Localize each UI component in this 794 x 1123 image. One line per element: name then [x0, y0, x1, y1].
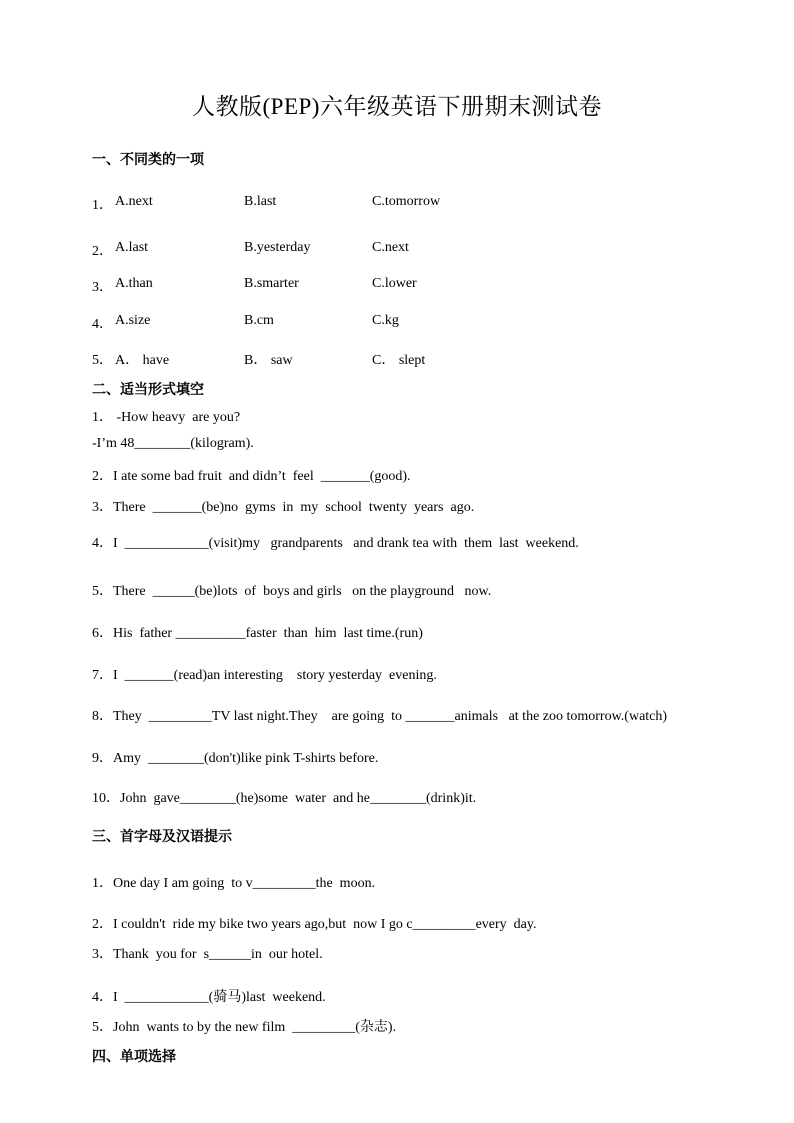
hint-question: 3．Thank you for s______in our hotel. — [92, 947, 323, 962]
option-c: C.lower — [372, 276, 417, 291]
option-b: B． saw — [244, 353, 293, 368]
option-b: B.cm — [244, 313, 274, 328]
option-c: C.kg — [372, 313, 399, 328]
option-b: B.yesterday — [244, 240, 311, 255]
section-heading-4: 四、单项选择 — [92, 1049, 176, 1065]
option-c: C． slept — [372, 353, 426, 368]
hint-question: 1．One day I am going to v_________the moon. — [92, 876, 376, 891]
fill-blank-question: 6．His father __________faster than him last time.(run) — [92, 626, 423, 641]
fill-blank-question: 4．I ____________(visit)my grandparents and drank tea with them last weekend. — [92, 536, 579, 551]
fill-blank-question: 3．There _______(be)no gyms in my school twenty years ago. — [92, 500, 475, 515]
option-b: B.last — [244, 194, 277, 209]
section-heading-1: 一、不同类的一项 — [92, 152, 204, 168]
hint-question: 4．I ____________(骑马)last weekend. — [92, 990, 326, 1005]
fill-blank-question: 9．Amy ________(don't)like pink T-shirts before. — [92, 751, 379, 766]
option-a: A.size — [115, 313, 151, 328]
option-a: A.than — [115, 276, 153, 291]
question-number: 3． — [92, 280, 113, 295]
option-a: A.next — [115, 194, 153, 209]
fill-blank-question: -I’m 48________(kilogram). — [92, 436, 254, 451]
fill-blank-question: 8．They _________TV last night.They are going to _______animals at the zoo tomorrow.(watch) — [92, 709, 668, 724]
fill-blank-question: 5．There ______(be)lots of boys and girls on the playground now. — [92, 584, 492, 599]
question-number: 2． — [92, 244, 113, 259]
fill-blank-question: 2．I ate some bad fruit and didn’t feel _______(good). — [92, 469, 411, 484]
option-a: A.last — [115, 240, 149, 255]
question-number: 4． — [92, 317, 113, 332]
page-title: 人教版(PEP)六年级英语下册期末测试卷 — [192, 94, 602, 119]
option-c: C.next — [372, 240, 409, 255]
fill-blank-question: 1． -How heavy are you? — [92, 410, 241, 425]
hint-question: 2．I couldn't ride my bike two years ago,but now I go c_________every day. — [92, 917, 537, 932]
fill-blank-question: 10．John gave________(he)some water and he________(drink)it. — [92, 791, 477, 806]
option-b: B.smarter — [244, 276, 299, 291]
section-heading-3: 三、首字母及汉语提示 — [92, 829, 232, 845]
question-number: 5． — [92, 353, 113, 368]
fill-blank-question: 7．I _______(read)an interesting story yesterday evening. — [92, 668, 437, 683]
option-c: C.tomorrow — [372, 194, 441, 209]
section-heading-2: 二、适当形式填空 — [92, 382, 204, 398]
hint-question: 5．John wants to by the new film _________(杂志). — [92, 1020, 397, 1035]
option-a: A． have — [115, 353, 170, 368]
question-number: 1． — [92, 198, 113, 213]
